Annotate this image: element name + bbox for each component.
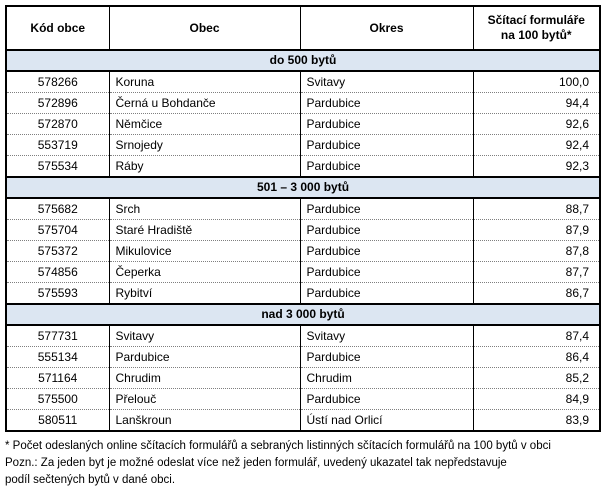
cell-obec: Staré Hradiště [109, 220, 300, 241]
cell-obec: Srch [109, 198, 300, 220]
header-kod-obce: Kód obce [6, 6, 109, 50]
footnote: * Počet odeslaných online sčítacích formulářů a sebraných listinných sčítacích formulářů na 100 bytů v obci [5, 440, 551, 452]
table-row [6, 156, 600, 178]
header-formulare-label: Sčítací formuláře na 100 bytů* [487, 13, 585, 42]
cell-okres: Pardubice [300, 347, 473, 368]
cell-okres: Pardubice [300, 93, 473, 114]
cell-okres: Pardubice [300, 283, 473, 305]
cell-okres: Pardubice [300, 389, 473, 410]
cell-obec: Chrudim [109, 368, 300, 389]
table-row [6, 220, 600, 241]
cell-kod-obce: 575704 [6, 220, 109, 241]
group-title: 501 – 3 000 bytů [6, 177, 600, 198]
cell-formulare: 87,9 [473, 220, 600, 241]
group-title: do 500 bytů [6, 50, 600, 71]
cell-kod-obce: 577731 [6, 325, 109, 347]
table-row [6, 241, 600, 262]
cell-formulare: 84,9 [473, 389, 600, 410]
cell-okres: Pardubice [300, 198, 473, 220]
cell-obec: Svitavy [109, 325, 300, 347]
cell-formulare: 92,4 [473, 135, 600, 156]
cell-formulare: 100,0 [473, 71, 600, 93]
group-row [6, 50, 600, 71]
cell-obec: Čeperka [109, 262, 300, 283]
cell-kod-obce: 555134 [6, 347, 109, 368]
cell-kod-obce: 578266 [6, 71, 109, 93]
table-row [6, 198, 600, 220]
cell-formulare: 88,7 [473, 198, 600, 220]
cell-obec: Rybitví [109, 283, 300, 305]
cell-okres: Pardubice [300, 156, 473, 178]
table-row [6, 389, 600, 410]
cell-formulare: 92,6 [473, 114, 600, 135]
table-row [6, 135, 600, 156]
cell-formulare: 87,7 [473, 262, 600, 283]
table-row [6, 71, 600, 93]
table-row [6, 347, 600, 368]
table-row [6, 325, 600, 347]
table-row [6, 114, 600, 135]
table-row [6, 368, 600, 389]
cell-okres: Ústí nad Orlicí [300, 410, 473, 432]
cell-kod-obce: 553719 [6, 135, 109, 156]
cell-obec: Koruna [109, 71, 300, 93]
cell-formulare: 87,4 [473, 325, 600, 347]
cell-kod-obce: 572870 [6, 114, 109, 135]
cell-kod-obce: 574856 [6, 262, 109, 283]
cell-obec: Němčice [109, 114, 300, 135]
table-row [6, 93, 600, 114]
notes [5, 438, 601, 489]
table-row [6, 262, 600, 283]
cell-okres: Pardubice [300, 262, 473, 283]
cell-okres: Chrudim [300, 368, 473, 389]
header-okres: Okres [300, 6, 473, 50]
group-title: nad 3 000 bytů [6, 304, 600, 325]
cell-obec: Ráby [109, 156, 300, 178]
cell-formulare: 83,9 [473, 410, 600, 432]
cell-kod-obce: 571164 [6, 368, 109, 389]
table-row [6, 410, 600, 432]
cell-formulare: 85,2 [473, 368, 600, 389]
cell-kod-obce: 575534 [6, 156, 109, 178]
cell-formulare: 94,4 [473, 93, 600, 114]
cell-kod-obce: 572896 [6, 93, 109, 114]
cell-kod-obce: 575372 [6, 241, 109, 262]
cell-obec: Černá u Bohdanče [109, 93, 300, 114]
municipality-table [5, 5, 601, 432]
cell-formulare: 86,7 [473, 283, 600, 305]
cell-kod-obce: 575500 [6, 389, 109, 410]
table-row [6, 283, 600, 305]
note-line-2: podíl sečtených bytů v dané obci. [5, 474, 176, 486]
group-row [6, 177, 600, 198]
cell-obec: Mikulovice [109, 241, 300, 262]
header-row [6, 6, 600, 50]
cell-formulare: 87,8 [473, 241, 600, 262]
group-row [6, 304, 600, 325]
note-line-1: Pozn.: Za jeden byt je možné odeslat více než jeden formulář, uvedený ukazatel tak nepředstavuje [5, 457, 507, 469]
header-obec: Obec [109, 6, 300, 50]
header-formulare [473, 6, 600, 50]
cell-okres: Pardubice [300, 114, 473, 135]
cell-obec: Lanškroun [109, 410, 300, 432]
cell-okres: Pardubice [300, 220, 473, 241]
cell-obec: Srnojedy [109, 135, 300, 156]
cell-okres: Svitavy [300, 71, 473, 93]
cell-okres: Pardubice [300, 135, 473, 156]
cell-kod-obce: 575682 [6, 198, 109, 220]
cell-obec: Pardubice [109, 347, 300, 368]
cell-okres: Pardubice [300, 241, 473, 262]
cell-obec: Přelouč [109, 389, 300, 410]
cell-kod-obce: 575593 [6, 283, 109, 305]
cell-okres: Svitavy [300, 325, 473, 347]
cell-formulare: 86,4 [473, 347, 600, 368]
table-container [5, 5, 599, 432]
cell-formulare: 92,3 [473, 156, 600, 178]
cell-kod-obce: 580511 [6, 410, 109, 432]
